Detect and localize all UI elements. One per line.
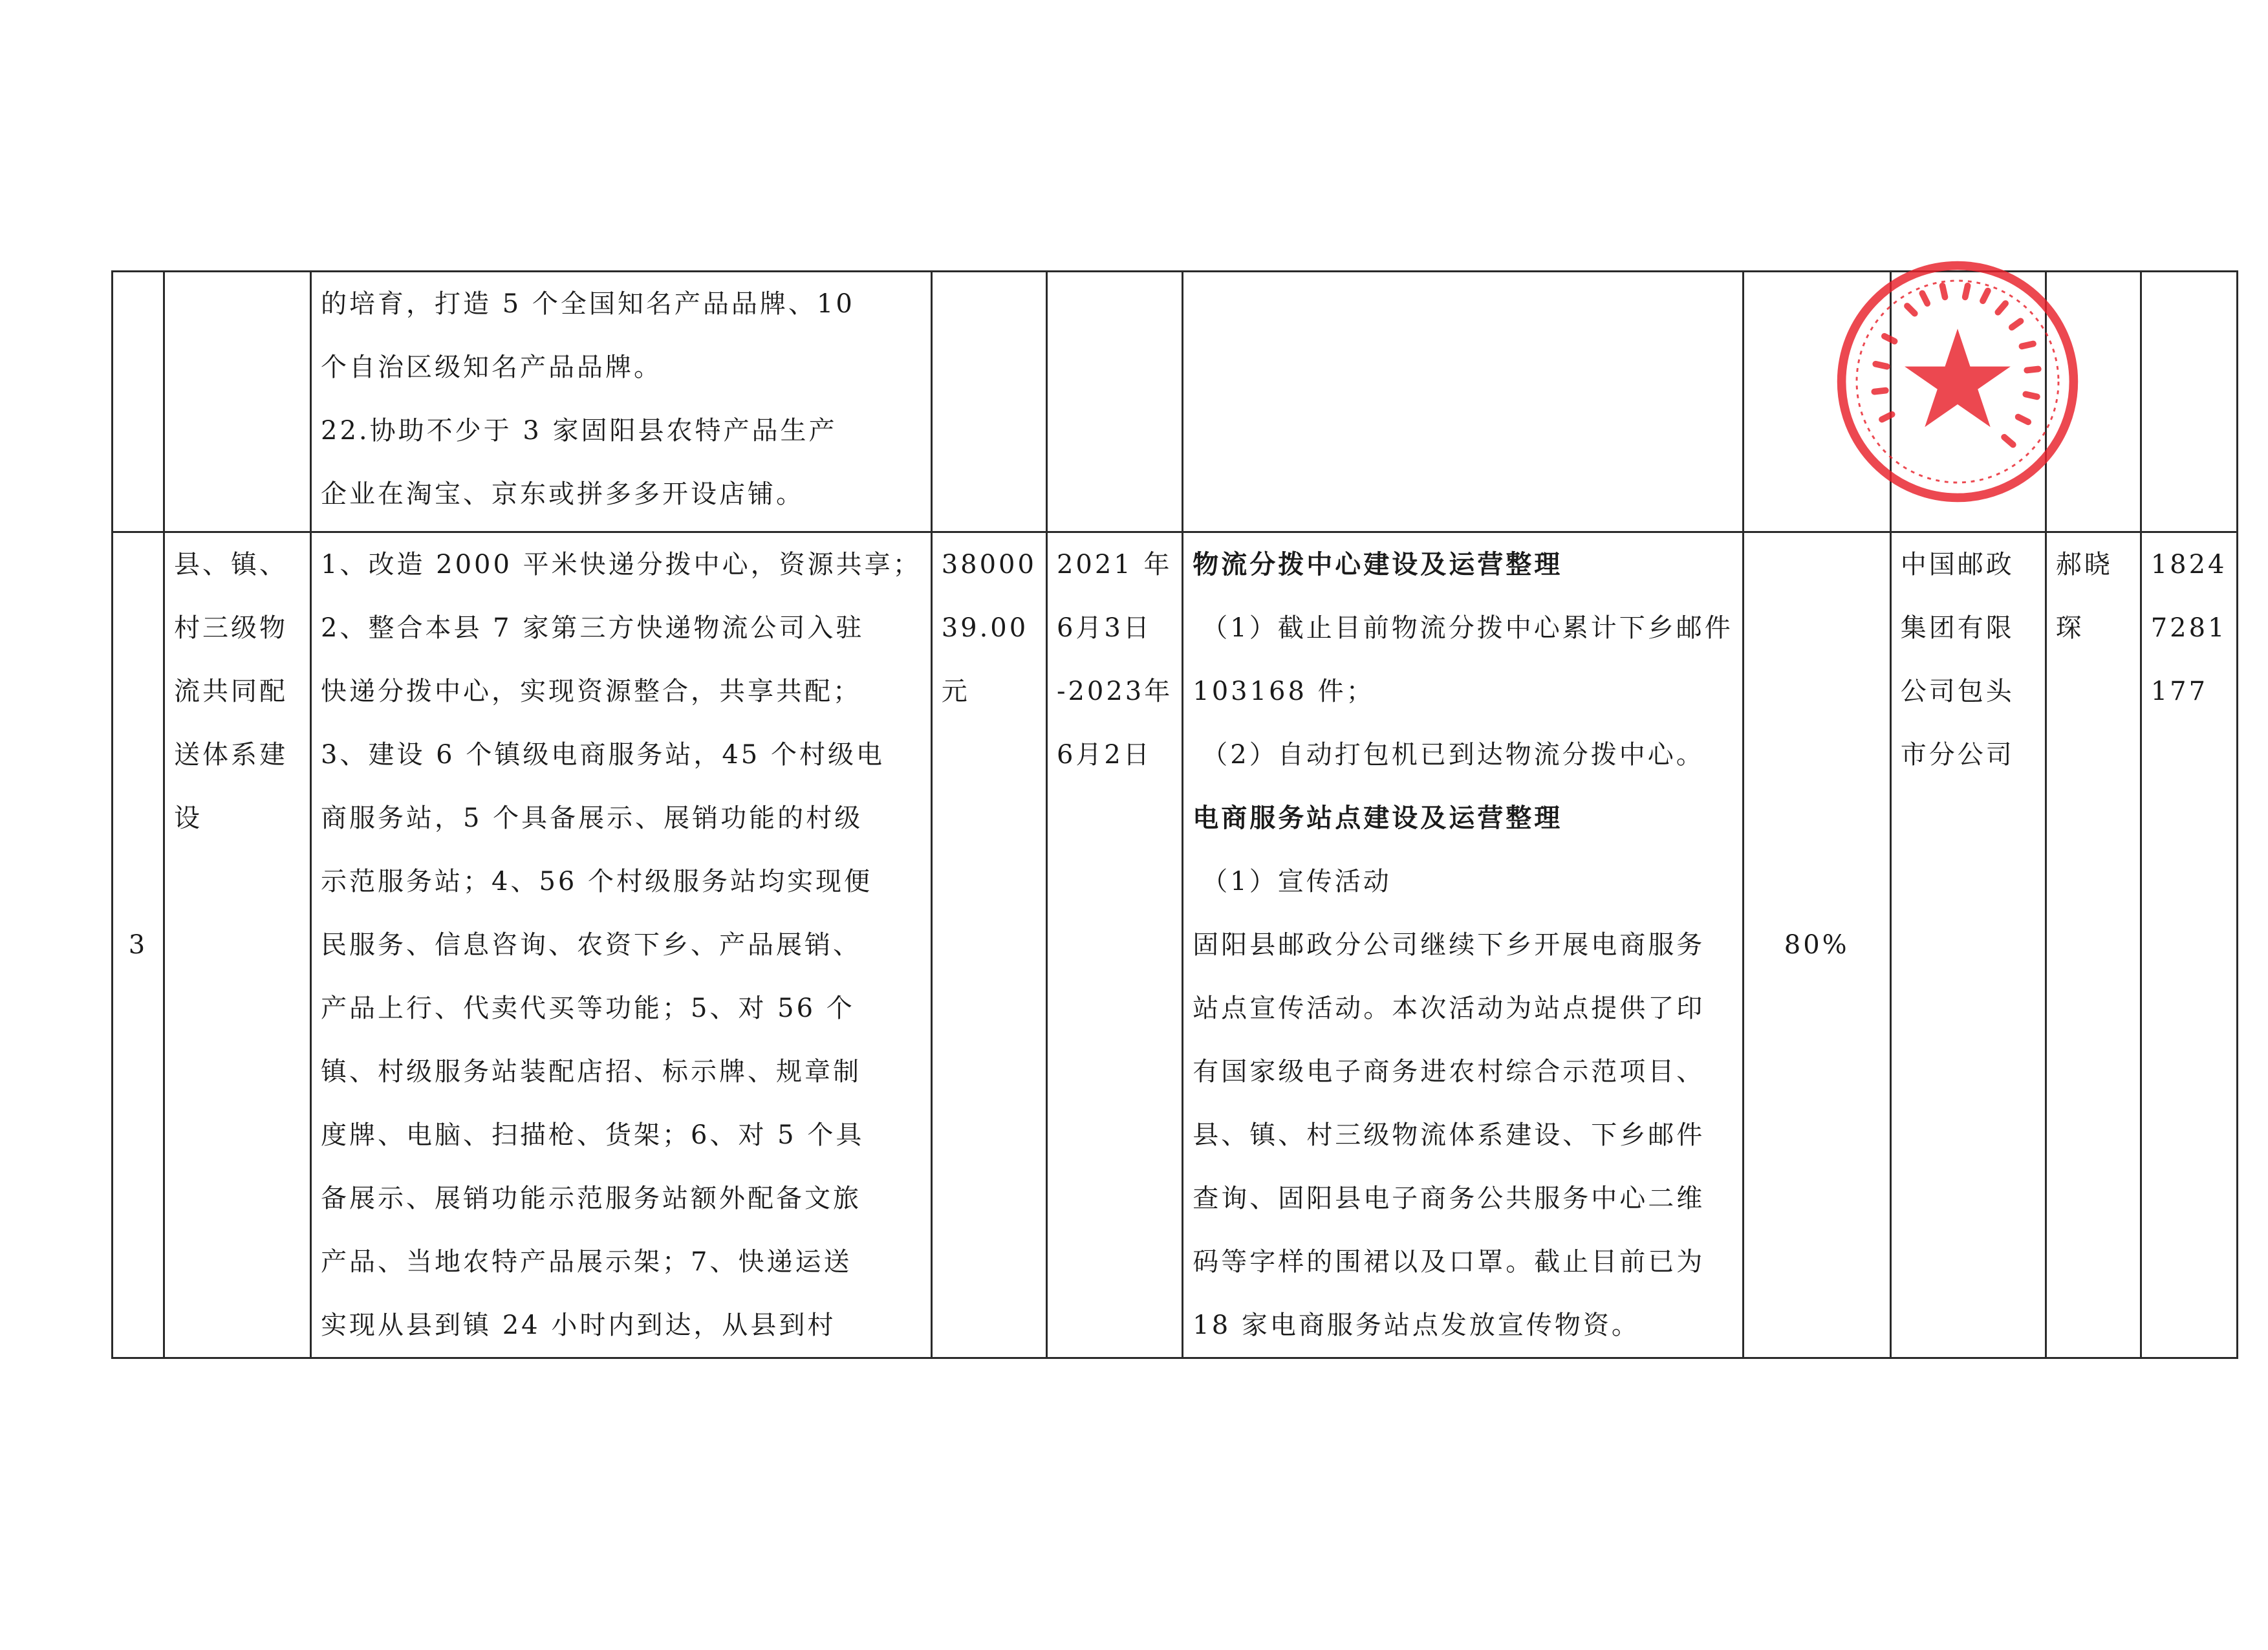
cell-progress (1183, 272, 1743, 532)
progress-line: 码等字样的围裙以及口罩。截止目前已为 (1193, 1247, 1705, 1277)
content-line: 快递分拨中心，实现资源整合，共享共配； (321, 677, 861, 706)
progress-line: 查询、固阳县电子商务公共服务中心二维 (1193, 1184, 1705, 1213)
table-row-continued (113, 272, 2238, 532)
phone-line: 177 (2150, 677, 2209, 706)
cell-phone (2141, 532, 2237, 1358)
cell-no: 3 (113, 532, 164, 1358)
project-progress-table (111, 270, 2238, 1359)
content-line: 民服务、信息咨询、农资下乡、产品展销、 (321, 930, 861, 960)
cell-period (1046, 272, 1182, 532)
phone-line: 1824 (2150, 550, 2227, 580)
progress-line: 站点宣传活动。本次活动为站点提供了印 (1193, 993, 1705, 1023)
period-line: 6月2日 (1056, 740, 1152, 770)
cell-content (311, 532, 932, 1358)
content-line: 2、整合本县 7 家第三方快递物流公司入驻 (321, 613, 865, 643)
cell-contact (2046, 532, 2141, 1358)
period-line: 2021 年 (1056, 550, 1172, 580)
progress-line: （1）截止目前物流分拨中心累计下乡邮件 (1202, 613, 1733, 643)
company-line: 市分公司 (1900, 740, 2014, 770)
content-line: 个自治区级知名产品品牌。 (321, 353, 662, 382)
content-line: 备展示、展销功能示范服务站额外配备文旅 (321, 1184, 861, 1213)
amount-line: 39.00 (941, 613, 1029, 643)
cell-progress (1183, 532, 1743, 1358)
period-line: -2023年 (1056, 677, 1173, 706)
content-line: 3、建设 6 个镇级电商服务站，45 个村级电 (321, 740, 885, 770)
amount-line: 38000 (941, 550, 1037, 580)
content-line: 度牌、电脑、扫描枪、货架；6、对 5 个具 (321, 1120, 865, 1150)
content-line: 镇、村级服务站装配店招、标示牌、规章制 (321, 1057, 861, 1087)
amount-line: 元 (941, 677, 970, 706)
progress-line: （1）宣传活动 (1202, 867, 1392, 896)
contact-line: 琛 (2055, 613, 2084, 643)
company-line: 集团有限 (1900, 613, 2014, 643)
content-line: 产品上行、代卖代买等功能；5、对 56 个 (321, 993, 855, 1023)
content-line: 企业在淘宝、京东或拼多多开设店铺。 (321, 479, 805, 509)
cell-period (1046, 532, 1182, 1358)
cell-contact (2046, 272, 2141, 532)
cell-company (1890, 532, 2046, 1358)
progress-line: 有国家级电子商务进农村综合示范项目、 (1193, 1057, 1705, 1087)
company-line: 中国邮政 (1900, 550, 2014, 580)
table-row-main (113, 532, 2238, 1358)
cell-completion: 80% (1743, 532, 1890, 1358)
cell-phone (2141, 272, 2237, 532)
project-line: 设 (174, 803, 202, 833)
cell-company (1890, 272, 2046, 532)
cell-project (164, 532, 311, 1358)
period-line: 6月3日 (1056, 613, 1152, 643)
project-line: 县、镇、 (174, 550, 288, 580)
cell-content (311, 272, 932, 532)
content-line: 1、改造 2000 平米快递分拨中心，资源共享； (321, 550, 922, 580)
cell-no (113, 272, 164, 532)
project-line: 流共同配 (174, 677, 288, 706)
progress-line: 103168 件； (1193, 677, 1375, 706)
cell-completion (1743, 272, 1890, 532)
content-line: 示范服务站；4、56 个村级服务站均实现便 (321, 867, 873, 896)
progress-line: （2）自动打包机已到达物流分拨中心。 (1202, 740, 1705, 770)
cell-amount (931, 532, 1046, 1358)
contact-line: 郝晓 (2055, 550, 2113, 580)
phone-line: 7281 (2150, 613, 2227, 643)
progress-line: 18 家电商服务站点发放宣传物资。 (1193, 1310, 1640, 1340)
company-line: 公司包头 (1900, 677, 2014, 706)
progress-line: 县、镇、村三级物流体系建设、下乡邮件 (1193, 1120, 1705, 1150)
progress-heading: 物流分拨中心建设及运营整理 (1193, 549, 1563, 580)
progress-heading: 电商服务站点建设及运营整理 (1193, 803, 1563, 833)
progress-line: 固阳县邮政分公司继续下乡开展电商服务 (1193, 930, 1705, 960)
project-line: 村三级物 (174, 613, 288, 643)
cell-amount (931, 272, 1046, 532)
content-line: 的培育，打造 5 个全国知名产品品牌、10 (321, 289, 855, 319)
content-line: 商服务站，5 个具备展示、展销功能的村级 (321, 803, 863, 833)
content-line: 产品、当地农特产品展示架；7、快递运送 (321, 1247, 852, 1277)
content-line: 22.协助不少于 3 家固阳县农特产品生产 (321, 416, 837, 446)
cell-project (164, 272, 311, 532)
project-line: 送体系建 (174, 740, 288, 770)
content-line: 实现从县到镇 24 小时内到达，从县到村 (321, 1310, 836, 1340)
